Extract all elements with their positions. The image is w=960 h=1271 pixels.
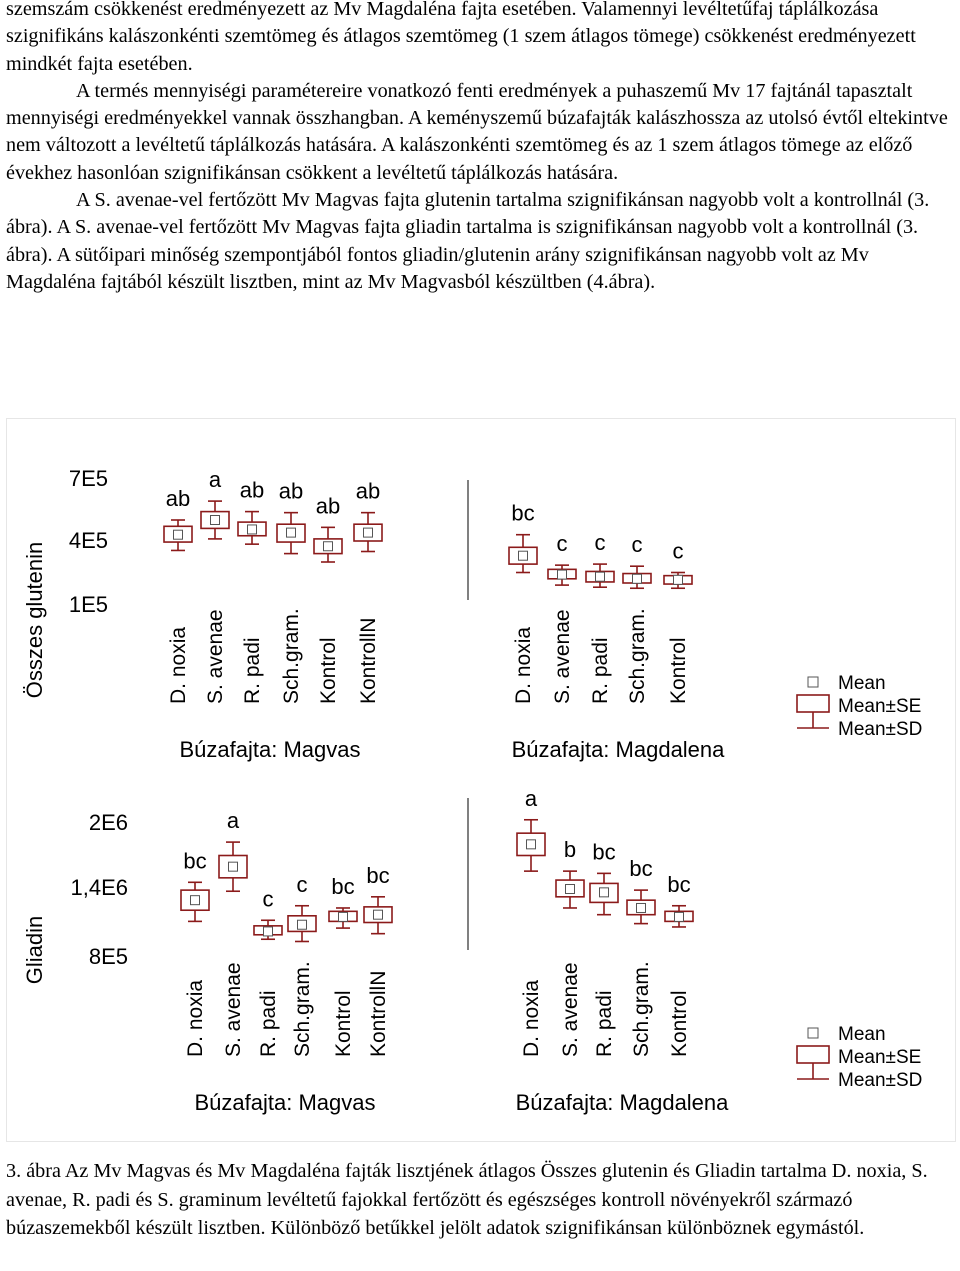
category-label: R. padi [593,990,616,1057]
legend-se-box [797,695,829,712]
legend-se-box [797,1046,829,1063]
significance-letter: ab [355,478,381,504]
significance-letter: bc [592,839,616,865]
category-label: Sch.gram. [280,608,303,704]
group-title: Búzafajta: Magvas [179,737,361,762]
significance-letter: c [262,886,274,912]
mean-marker [374,910,383,919]
legend-se-label: Mean±SE [838,696,922,717]
y-tick-label: 4E5 [68,528,108,553]
category-label: Sch.gram. [291,961,314,1057]
significance-letter: c [556,531,568,557]
category-label: Kontrol [332,990,355,1057]
mean-marker [248,525,257,534]
significance-letter: a [226,808,240,834]
mean-marker [324,542,333,551]
category-label: D. noxia [184,979,207,1057]
y-tick-label: 1E5 [68,592,108,617]
significance-letter: c [672,538,684,564]
mean-marker [298,920,307,929]
mean-marker [527,840,536,849]
y-axis-label: Összes glutenin [22,541,47,699]
y-tick-label: 2E6 [88,810,128,835]
category-label: R. padi [241,637,264,704]
mean-marker [637,903,646,912]
category-label: Sch.gram. [626,608,649,704]
significance-letter: ab [239,477,265,503]
significance-letter: bc [667,871,691,897]
significance-letter: ab [315,493,341,519]
mean-marker [174,530,183,539]
category-label: S. avenae [559,962,582,1057]
legend-mean-label: Mean [838,1024,886,1045]
significance-letter: b [563,837,577,863]
category-label: R. padi [589,637,612,704]
mean-marker [600,888,609,897]
mean-marker [566,885,575,894]
group-title: Búzafajta: Magvas [194,1090,376,1115]
group-title: Búzafajta: Magdalena [511,737,725,762]
paragraph-2: A termés mennyiségi paramétereire vonatkozó fenti eredmények a puhaszemű Mv 17 fajtánál tapasztalt mennyiségi eredményekkel vannak összhangban. A keményszemű búzafajták kalászhossza az utolsó évtől eltekintve nem változott a levéltetű táplálkozás hatására. A kalászonkénti szemtömeg és az 1 szem átlagos tömege az előző évekhez hasonlóan szignifikánsan csökkent a levéltetű táplálkozás hatására. [6,79,948,184]
category-label: Kontrol [667,637,690,704]
paragraph-3: A S. avenae-vel fertőzött Mv Magvas fajta glutenin tartalma szignifikánsan nagyobb volt a kontrollnál (3. ábra). A S. avenae-vel fertőzött Mv Magvas fajta gliadin tartalma is szignifikánsan nagyobb volt a kontrollnál (3. ábra). A sütőipari minőség szempontjából fontos gliadin/glutenin arány szignifikánsan nagyobb volt az Mv Magdaléna fajtából készült lisztben, mint az Mv Magvasból készültben (4.ábra). [6,189,930,293]
significance-letter: bc [629,856,653,882]
category-label: S. avenae [222,962,245,1057]
category-label: Kontrol [317,637,340,704]
category-label: D. noxia [167,626,190,704]
significance-letter: ab [165,486,191,511]
significance-letter: bc [366,862,390,888]
legend-se-label: Mean±SE [838,1047,922,1068]
category-label: Sch.gram. [630,961,653,1057]
mean-marker [596,572,605,581]
legend-mean-marker [808,1028,818,1038]
mean-marker [211,516,220,525]
mean-marker [229,862,238,871]
category-label: S. avenae [551,609,574,704]
category-label: Kontrol [668,990,691,1057]
category-label: KontrollN [367,970,390,1057]
legend-sd-label: Mean±SD [838,719,923,740]
mean-marker [339,912,348,921]
y-tick-label: 1,4E6 [70,875,128,900]
mean-marker [519,551,528,560]
mean-marker [633,574,642,583]
significance-letter: bc [183,848,207,874]
category-label: D. noxia [520,979,543,1057]
significance-letter: bc [511,500,535,526]
figure-caption: 3. ábra Az Mv Magvas és Mv Magdaléna fajták lisztjének átlagos Összes glutenin és Gliadin tartalma D. noxia, S. avenae, R. padi és S. graminum levéltetű fajokkal fertőzött és egészséges kontroll növényekről származó búzaszemekből készült lisztben. Különböző betűkkel jelölt adatok szignifikánsan különböznek egymástól. [6,1160,928,1239]
mean-marker [287,528,296,537]
category-label: D. noxia [512,626,535,704]
paragraph-1: szemszám csökkenést eredményezett az Mv Magdaléna fajta esetében. Valamennyi levéltetűfaj táplálkozása szignifikáns kalászonkénti szemtömeg és átlagos szemtömeg (1 szem átlagos tömege) csökkenést eredményezett mindkét fajta esetében. [6,0,916,75]
mean-marker [675,912,684,921]
mean-marker [558,570,567,579]
significance-letter: ab [278,478,304,504]
significance-letter: a [208,467,222,493]
legend-mean-label: Mean [838,673,886,694]
y-tick-label: 7E5 [68,466,108,491]
category-label: R. padi [257,990,280,1057]
mean-marker [264,927,273,936]
significance-letter: c [296,871,308,897]
significance-letter: c [594,530,606,556]
mean-marker [364,528,373,537]
legend-sd-label: Mean±SD [838,1070,923,1091]
mean-marker [674,575,683,584]
mean-marker [191,896,200,905]
legend-mean-marker [808,677,818,687]
category-label: S. avenae [204,609,227,704]
significance-letter: bc [331,873,355,899]
category-label: KontrollN [357,617,380,704]
significance-letter: c [631,532,643,558]
group-title: Búzafajta: Magdalena [515,1090,729,1115]
y-axis-label: Gliadin [22,915,47,985]
y-tick-label: 8E5 [88,944,128,969]
significance-letter: a [524,785,538,811]
